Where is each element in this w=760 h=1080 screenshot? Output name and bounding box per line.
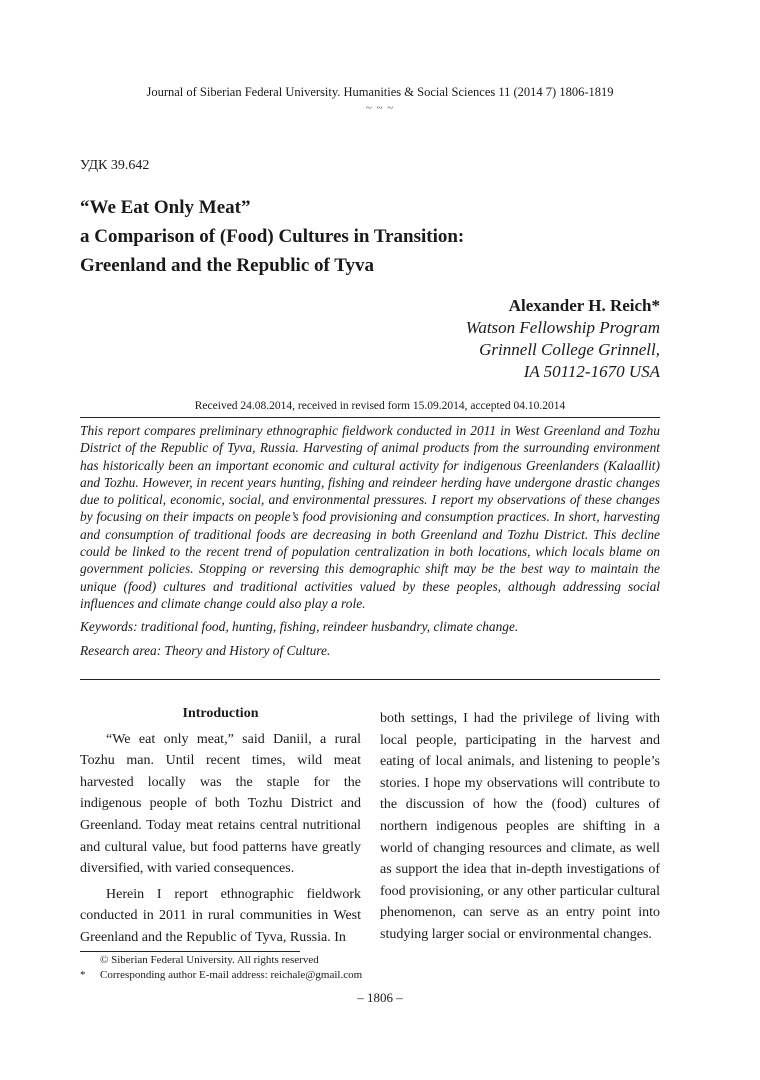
author-name: Alexander H. Reich* (508, 296, 660, 315)
corresponding-author-email: Corresponding author E-mail address: reichale@gmail.com (100, 969, 363, 981)
abstract-top-rule (80, 417, 660, 418)
corresponding-footnote (80, 968, 362, 983)
research-area: Research area: Theory and History of Culture. (80, 642, 331, 658)
author-affiliation-2: Grinnell College Grinnell, (479, 340, 660, 359)
body-paragraph: both settings, I had the privilege of living with local people, participating in the harvest and eating of local animals, and listening to people’s stories. I hope my observations will contribute to the discussion of how the (food) cultures of northern indigenous peoples are shifting in a world of changing resources and climate, as well as support the idea that in-depth investigations of food provisioning, or any other particular cultural phenomenon, can serve as an entry point into studying larger social or environmental changes. (380, 711, 660, 942)
page-number: – 1806 – (357, 990, 403, 1005)
body-paragraph: “We eat only meat,” said Daniil, a rural Tozhu man. Until recent times, wild meat harvested locally was the staple for the indigenous people of both Tozhu District and Greenland. Today meat retains central nutritional and cultural value, but food patterns have greatly diversified, with varied consequences. (80, 731, 361, 877)
footnote-rule (80, 951, 300, 952)
header-divider: ~ ~ ~ (365, 102, 395, 114)
article-title (80, 193, 680, 280)
keywords: Keywords: traditional food, hunting, fishing, reindeer husbandry, climate change. (80, 619, 519, 635)
abstract (80, 422, 660, 659)
title-line-3: Greenland and the Republic of Tyva (80, 255, 375, 276)
section-heading-introduction: Introduction (182, 706, 259, 721)
copyright-footnote (80, 953, 362, 968)
footnote-star: * (80, 969, 86, 981)
footnotes (80, 953, 362, 983)
received-dates: Received 24.08.2014, received in revised form 15.09.2014, accepted 04.10.2014 (194, 400, 566, 412)
author-affiliation-1: Watson Fellowship Program (465, 318, 660, 337)
udk-code: УДК 39.642 (80, 158, 150, 173)
abstract-bottom-rule (80, 679, 660, 680)
title-line-1: “We Eat Only Meat” (80, 197, 251, 218)
body-column-right (380, 708, 660, 946)
body-column-left (80, 703, 361, 949)
author-block (466, 295, 660, 383)
body-paragraph: Herein I report ethnographic fieldwork conducted in 2011 in rural communities in West Greenland and the Republic of Tyva, Russia. In (80, 886, 361, 945)
title-line-2: a Comparison of (Food) Cultures in Transition: (80, 226, 465, 247)
copyright-text: © Siberian Federal University. All rights reserved (100, 954, 319, 966)
abstract-text: This report compares preliminary ethnographic fieldwork conducted in 2011 in West Greenland and Tozhu District of the Republic of Tyva, Russia. Harvesting of animal products from the surrounding environment has historically been an important economic and cultural activity for indigenous Greenlanders (Kalaallit) and Tozhu. However, in recent years hunting, fishing and reindeer herding have undergone drastic changes due to political, economic, social, and environmental pressures. I report my observations of these changes by focusing on their impacts on people’s food provisioning and consumption practices. In short, harvesting and consumption of traditional foods are decreasing in both Greenland and Tozhu District. This decline could be linked to the recent trend of population centralization in both locations, which locals blame on government policies. Stopping or reversing this demographic shift may be the best way to maintain the unique (food) cultures and traditional activities valued by these peoples, although addressing social influences and climate change could also play a role. (80, 423, 660, 611)
author-affiliation-3: IA 50112-1670 USA (523, 362, 660, 381)
journal-header: Journal of Siberian Federal University. Humanities & Social Sciences 11 (2014 7) 1806-1819 (146, 85, 614, 99)
